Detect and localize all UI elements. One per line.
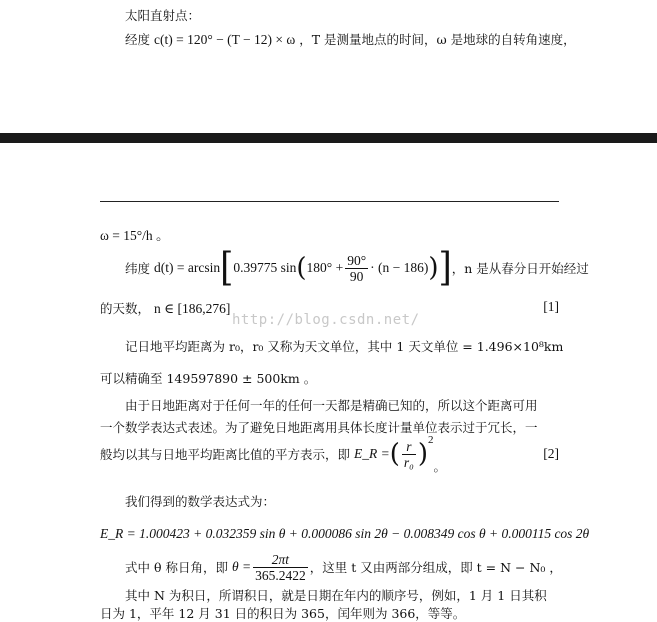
declination-fraction [345,253,368,284]
er-lhs: E_R = [354,446,390,461]
longitude-formula: c(t) = 120° − (T − 12) × ω [154,32,296,47]
longitude-description: ，T 是测量地点的时间，ω 是地球的自转角速度， [299,32,576,47]
right-bracket: ] [438,245,452,291]
er-right-paren: ) [417,439,429,469]
theta-text-b: ，这里 t 又由两部分组成，即 t = N − N₀ ， [309,560,562,575]
declination-inner-c: · (n − 186) [370,260,429,275]
left-bracket: [ [220,245,234,291]
expression-formula: E_R = 1.000423 + 0.032359 sin θ + 0.000086 sin 2θ − 0.008349 cos θ + 0.000115 cos 2θ [100,526,590,541]
longitude-label: 经度 [125,32,151,47]
au-line: 记日地平均距离为 r₀，r₀ 又称为天文单位，其中 1 天文单位 = 1.496×10⁸km [125,339,564,354]
declination-formula-line [125,244,589,292]
declination-inner-a: 0.39775 sin [233,260,297,275]
theta-fraction-num: 2πt [253,552,308,568]
paragraph-line-3-text: 般均以其与日地平均距离比值的平方表示，即 [100,447,351,462]
left-paren: ( [296,253,307,283]
longitude-formula-line [125,30,576,48]
declination-fraction-den: 90 [349,268,364,284]
equation-tag-2: [2] [543,446,559,461]
er-fraction-num: r [402,439,416,455]
theta-fraction-den: 365.2422 [255,567,306,583]
page-separator-bar [0,133,657,143]
er-exponent: 2 [428,434,434,446]
paragraph-line-2: 一个数学表达式表述。为了避免日地距离用具体长度计量单位表示过于冗长，一 [100,420,538,435]
days-label: 的天数， [100,301,151,316]
paragraph-line-1: 由于日地距离对于任何一年的任何一天都是精确已知的，所以这个距离可用 [125,398,538,413]
right-paren: ) [428,253,439,283]
equation-tag-1: [1] [543,299,559,314]
watermark: http://blog.csdn.net/ [232,312,420,328]
expression-intro: 我们得到的数学表达式为： [125,494,276,509]
theta-fraction [253,552,308,583]
declination-fraction-num: 90° [347,252,367,268]
er-fraction [402,439,416,470]
paragraph-line-3 [100,430,446,478]
theta-text-a: 式中 θ 称日角，即 [125,560,228,575]
theta-lhs: θ = [231,559,252,574]
declination-lhs: d(t) = arcsin [154,260,221,275]
er-end: 。 [433,459,447,474]
declination-label: 纬度 [125,261,151,276]
days-range: n ∈ [186,276] [154,301,231,316]
declination-description: ，n 是从春分日开始经过 [451,261,589,276]
omega-line: ω = 15°/h 。 [100,228,170,243]
days-line [100,299,230,317]
er-fraction-den: r₀ [403,454,414,470]
er-left-paren: ( [389,439,400,469]
theta-line [125,548,562,586]
horizontal-rule [100,201,559,202]
section-heading: 太阳直射点： [125,8,201,23]
au-precision-line: 可以精确至 149597890 ± 500km 。 [100,371,317,386]
declination-inner-b: 180° + [306,260,344,275]
n-line-1: 其中 N 为积日，所谓积日，就是日期在年内的顺序号，例如，1 月 1 日其积 [125,588,547,603]
n-line-2: 日为 1，平年 12 月 31 日的积日为 365，闰年则为 366，等等。 [100,606,466,621]
